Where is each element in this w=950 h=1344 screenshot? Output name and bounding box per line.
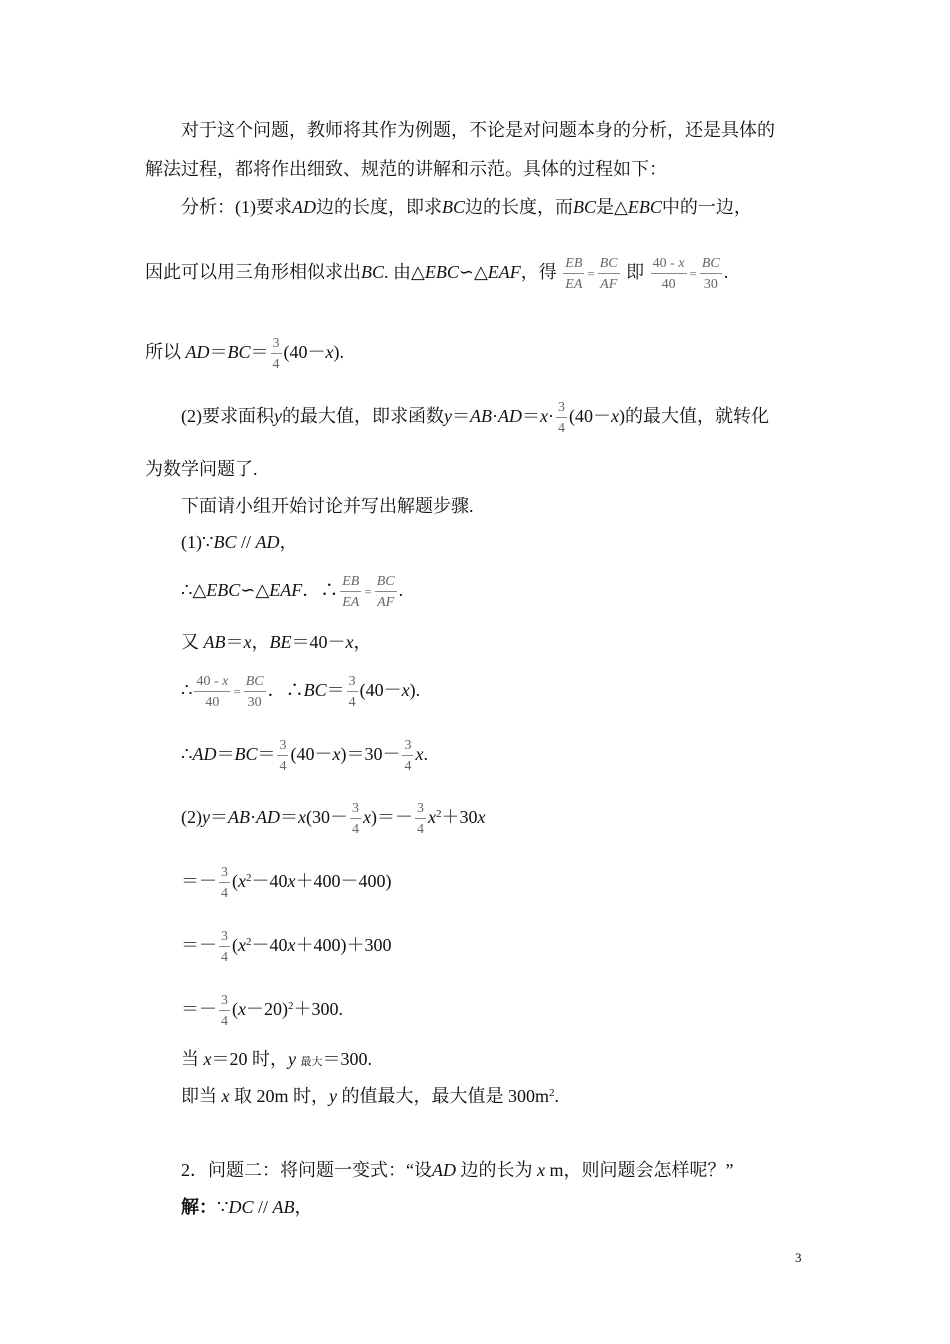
step1-ratio: ∴ $\frac{40 - x}{40}$ = $\frac{BC}{30}$ ．∴BC＝ $\frac{3}{4}$ (40－x). bbox=[181, 674, 421, 710]
step1-given: (1)∵BC // AD， bbox=[181, 532, 298, 552]
analysis-line2: 因此可以用三角形相似求出BC. 由△EBC∽△EAF，得 $\frac{EB}{EA}$ = $\frac{BC}{AF}$ 即 $\frac{40 - x}{40}$ = $\frac{BC}{30}$ . bbox=[145, 256, 729, 292]
conclusion: 即当 x 取 20m 时，y 的值最大，最大值是 $300m^2$. bbox=[181, 1086, 560, 1106]
question-two: 2．问题二：将问题一变式：“设AD 边的长为 x m，则问题会怎样呢？” bbox=[181, 1160, 734, 1180]
step1-values: 又 AB＝x，BE＝40－x， bbox=[181, 632, 372, 652]
step1-similar: ∴△EBC∽△EAF．∴ $\frac{EB}{EA}$ = $\frac{BC}{AF}$ . bbox=[181, 574, 404, 610]
step2-area: (2)y＝AB·AD＝x(30－ $\frac{3}{4}$ x)＝－ $\frac{3}{4}$ $x^2+30x$ bbox=[181, 801, 486, 837]
step2-line2: ＝－ $\frac{3}{4}$ $(x^2-40x+400-400)$ bbox=[181, 865, 392, 901]
step2-line4: ＝－ $\frac{3}{4}$ $(x-20)^2+300$. bbox=[181, 993, 343, 1029]
paragraph-intro-line2: 解法过程，都将作出细致、规范的讲解和示范。具体的过程如下： bbox=[145, 159, 667, 179]
page-number: 3 bbox=[795, 1250, 802, 1265]
analysis-line3: 所以 AD＝BC＝ $\frac{3}{4}$ (40－x). bbox=[145, 336, 345, 372]
solution-start: 解：∵DC // AB， bbox=[181, 1197, 313, 1217]
fraction-bc-30: $\frac{BC}{30}$ bbox=[701, 256, 720, 292]
fraction-eb-ea: $\frac{EB}{EA}$ bbox=[565, 256, 583, 292]
paragraph-intro-line1: 对于这个问题，教师将其作为例题，不论是对问题本身的分析，还是具体的 bbox=[181, 120, 775, 140]
discussion-line: 下面请小组开始讨论并写出解题步骤. bbox=[181, 496, 474, 516]
analysis-line5: 为数学问题了. bbox=[145, 459, 258, 479]
fraction-bc-af: $\frac{BC}{AF}$ bbox=[599, 256, 618, 292]
analysis-line1: 分析：(1)要求AD边的长度，即求BC边的长度，而BC是△EBC中的一边， bbox=[181, 197, 752, 217]
fraction-40-x-40: $\frac{40 - x}{40}$ bbox=[652, 256, 685, 292]
step2-max: 当 x＝20 时，y 最大＝300. bbox=[181, 1049, 372, 1069]
step1-ad: ∴AD＝BC＝ $\frac{3}{4}$ (40－x)＝30－ $\frac{3}{4}$ x. bbox=[181, 738, 428, 774]
step2-line3: ＝－ $\frac{3}{4}$ $(x^2-40x+400)+300$ bbox=[181, 929, 392, 965]
analysis-line4: (2)要求面积y的最大值，即求函数y＝AB·AD＝x· $\frac{3}{4}$ (40－x)的最大值，就转化 bbox=[181, 400, 769, 436]
